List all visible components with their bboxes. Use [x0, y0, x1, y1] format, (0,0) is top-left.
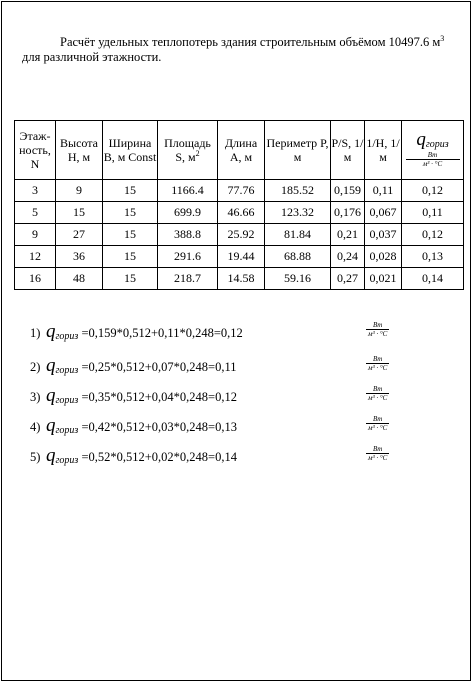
table-cell: 0,159 [331, 180, 365, 202]
equation-expression: =0,42*0,512+0,03*0,248=0,13 [78, 420, 237, 434]
q-symbol: qгориз [46, 321, 79, 342]
header-q-symbol: qгориз [416, 128, 449, 150]
table-cell: 0,11 [402, 202, 464, 224]
table-cell: 388.8 [158, 224, 218, 246]
table-cell: 0,176 [331, 202, 365, 224]
table-cell: 291.6 [158, 246, 218, 268]
table-cell: 14.58 [218, 268, 265, 290]
table-cell: 5 [15, 202, 56, 224]
equation-line [30, 321, 388, 343]
header-area-sup: 2 [195, 149, 200, 158]
document-page [1, 1, 471, 681]
table-cell: 699.9 [158, 202, 218, 224]
table-cell: 1166.4 [158, 180, 218, 202]
table-cell: 77.76 [218, 180, 265, 202]
q-symbol: qгориз [46, 415, 79, 436]
q-symbol: qгориз [46, 355, 79, 376]
table-row [15, 224, 464, 246]
page-heading [22, 35, 462, 65]
table-cell: 27 [56, 224, 103, 246]
equation-number: 1) [30, 326, 41, 340]
table-row [15, 180, 464, 202]
table-cell: 19.44 [218, 246, 265, 268]
equation-number: 3) [30, 390, 41, 404]
table-header-row [15, 121, 464, 180]
equation-number: 2) [30, 360, 41, 374]
heading-line-2: для различной этажности. [22, 50, 162, 64]
q-symbol: qгориз [46, 445, 79, 466]
table-cell: 15 [103, 268, 158, 290]
equation-expression: =0,52*0,512+0,02*0,248=0,14 [78, 450, 237, 464]
table-cell: 0,021 [365, 268, 402, 290]
table-cell: 15 [103, 202, 158, 224]
table-cell: 46.66 [218, 202, 265, 224]
header-inv-h: 1/H, 1/м [365, 121, 402, 180]
header-floors: Этаж-ность, N [15, 121, 56, 180]
table-cell: 0,12 [402, 180, 464, 202]
header-area-label: Площадь S, м [164, 136, 211, 164]
table-cell: 15 [103, 246, 158, 268]
header-width: Ширина B, м Const [103, 121, 158, 180]
header-q-horiz [402, 121, 464, 180]
table-cell: 15 [103, 180, 158, 202]
header-q-unit: Вт м³ · °С [406, 151, 460, 168]
table-cell: 15 [56, 202, 103, 224]
table-cell: 0,27 [331, 268, 365, 290]
table-cell: 0,037 [365, 224, 402, 246]
equation-line [30, 445, 388, 467]
equation-unit: Вт м³ · °С [368, 445, 388, 462]
q-symbol: qгориз [46, 385, 79, 406]
table-row [15, 246, 464, 268]
table-cell: 59.16 [265, 268, 331, 290]
table-cell: 36 [56, 246, 103, 268]
table-cell: 12 [15, 246, 56, 268]
equation-line [30, 415, 388, 437]
table-cell: 0,028 [365, 246, 402, 268]
header-perimeter: Периметр P, м [265, 121, 331, 180]
table-row [15, 268, 464, 290]
table-cell: 0,14 [402, 268, 464, 290]
heading-superscript: 3 [440, 33, 445, 43]
table-cell: 15 [103, 224, 158, 246]
table-cell: 123.32 [265, 202, 331, 224]
equation-unit: Вт м³ · °С [368, 321, 388, 338]
table-cell: 9 [15, 224, 56, 246]
equation-unit: Вт м³ · °С [368, 385, 388, 402]
heat-loss-table [14, 120, 464, 290]
table-row [15, 202, 464, 224]
table-cell: 16 [15, 268, 56, 290]
table-cell: 0,24 [331, 246, 365, 268]
equation-unit: Вт м³ · °С [368, 415, 388, 432]
table-cell: 9 [56, 180, 103, 202]
table-cell: 68.88 [265, 246, 331, 268]
header-height: Высота H, м [56, 121, 103, 180]
equation-expression: =0,35*0,512+0,04*0,248=0,12 [78, 390, 237, 404]
table-cell: 0,067 [365, 202, 402, 224]
header-ps: P/S, 1/м [331, 121, 365, 180]
table-cell: 3 [15, 180, 56, 202]
heading-line-1: Расчёт удельных теплопотерь здания строительным объёмом 10497.6 м [60, 35, 441, 49]
equation-number: 5) [30, 450, 41, 464]
table-cell: 185.52 [265, 180, 331, 202]
equation-expression: =0,25*0,512+0,07*0,248=0,11 [78, 360, 237, 374]
table-cell: 25.92 [218, 224, 265, 246]
equation-line [30, 385, 388, 407]
table-body [15, 180, 464, 290]
header-area [158, 121, 218, 180]
table-cell: 218.7 [158, 268, 218, 290]
header-length: Длина A, м [218, 121, 265, 180]
table-cell: 0,12 [402, 224, 464, 246]
equation-expression: =0,159*0,512+0,11*0,248=0,12 [78, 326, 243, 340]
table-cell: 0,13 [402, 246, 464, 268]
table-cell: 48 [56, 268, 103, 290]
table-cell: 0,11 [365, 180, 402, 202]
equation-unit: Вт м³ · °С [368, 355, 388, 372]
table-cell: 81.84 [265, 224, 331, 246]
equation-number: 4) [30, 420, 41, 434]
table-cell: 0,21 [331, 224, 365, 246]
equation-line [30, 355, 388, 377]
